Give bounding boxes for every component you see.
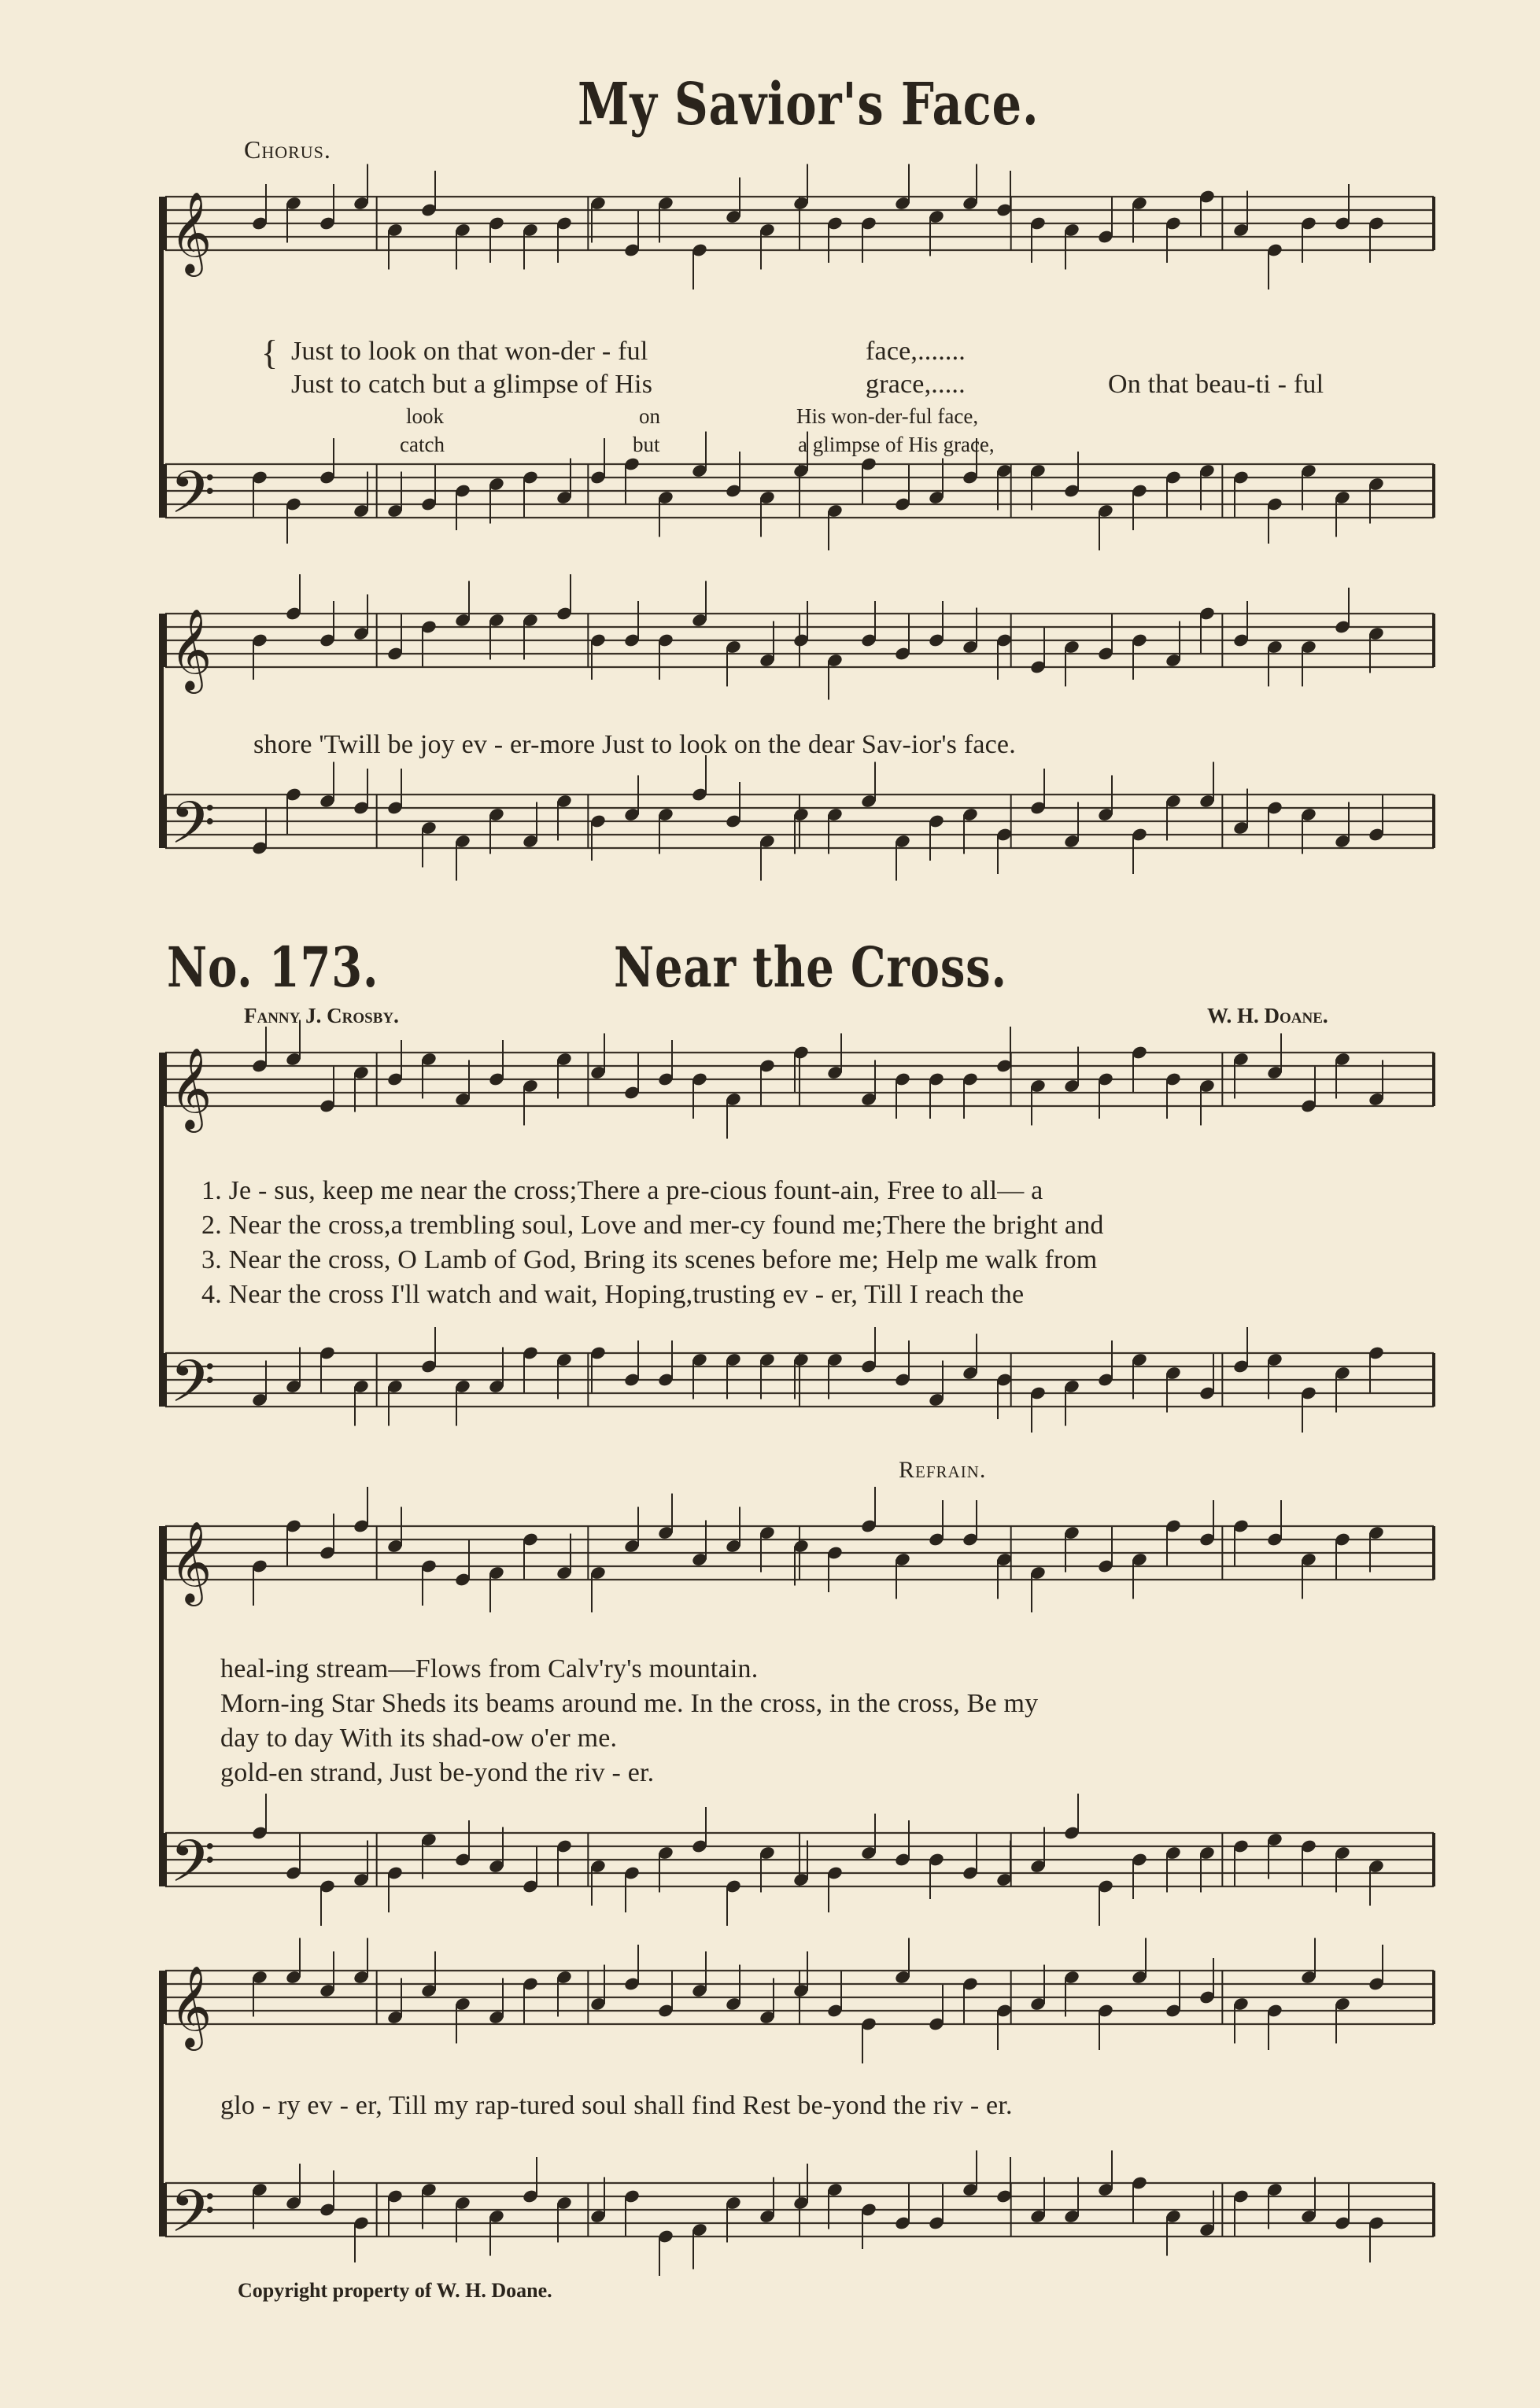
lyric-line: grace,..... [866, 370, 966, 399]
svg-text:𝄞: 𝄞 [170, 191, 212, 274]
echo-lyric: a glimpse of His grace, [798, 433, 995, 456]
echo-lyric: but [633, 433, 660, 456]
lyric-line: On that beau-ti - ful [1108, 370, 1324, 399]
verse-line-4: 4. Near the cross I'll watch and wait, Hoping,trusting ev - er, Till I reach the [201, 1280, 1025, 1309]
svg-text:𝄞: 𝄞 [170, 608, 212, 691]
svg-text:𝄢: 𝄢 [170, 459, 216, 541]
hymn2-title: Near the Cross. [614, 935, 1007, 1000]
refrain-lyric-line: glo - ry ev - er, Till my rap-tured soul shall find Rest be-yond the riv - er. [220, 2091, 1013, 2120]
svg-text:𝄞: 𝄞 [170, 1047, 212, 1130]
verse-line-3: 3. Near the cross, O Lamb of God, Bring its scenes before me; Help me walk from [201, 1245, 1098, 1274]
verse-line-2: 2. Near the cross,a trembling soul, Love and mer-cy found me;There the bright and [201, 1211, 1104, 1240]
verse2-line-3: day to day With its shad-ow o'er me. [220, 1724, 618, 1753]
lyric-line: face,....... [866, 337, 966, 366]
hymn2-author: Fanny J. Crosby. [244, 1004, 399, 1027]
lyric-line: Just to catch but a glimpse of His [291, 370, 653, 399]
lyric-line: Just to look on that won-der - ful [291, 337, 648, 366]
svg-text:𝄢: 𝄢 [170, 2178, 216, 2260]
verse2-line-4: gold-en strand, Just be-yond the riv - er. [220, 1758, 655, 1787]
echo-lyric: His won-der-ful face, [796, 404, 979, 428]
echo-lyric: look [406, 404, 445, 428]
verse2-line-1: heal-ing stream—Flows from Calv'ry's mountain. [220, 1654, 759, 1683]
hymn1-chorus-label: Chorus. [244, 135, 331, 164]
refrain-label: Refrain. [899, 1457, 987, 1483]
echo-lyric: on [639, 404, 660, 428]
echo-lyric: catch [400, 433, 445, 456]
svg-text:𝄞: 𝄞 [170, 1521, 212, 1603]
verse-line-1: 1. Je - sus, keep me near the cross;There a pre-cious fount-ain, Free to all— a [201, 1176, 1043, 1205]
svg-text:𝄞: 𝄞 [170, 1965, 212, 2048]
lyric-line: shore 'Twill be joy ev - er-more Just to look on the dear Sav-ior's face. [253, 730, 1016, 759]
svg-text:𝄢: 𝄢 [170, 1827, 216, 1910]
hymn2-composer: W. H. Doane. [1207, 1004, 1328, 1027]
hymn1-title: My Savior's Face. [578, 71, 1040, 138]
copyright-notice: Copyright property of W. H. Doane. [238, 2279, 552, 2302]
hymn2-number: No. 173. [167, 935, 379, 1000]
brace-left: { [261, 334, 279, 372]
verse2-line-2: Morn-ing Star Sheds its beams around me. In the cross, in the cross, Be my [220, 1689, 1039, 1718]
svg-text:𝄢: 𝄢 [170, 789, 216, 872]
svg-text:𝄢: 𝄢 [170, 1348, 216, 1430]
